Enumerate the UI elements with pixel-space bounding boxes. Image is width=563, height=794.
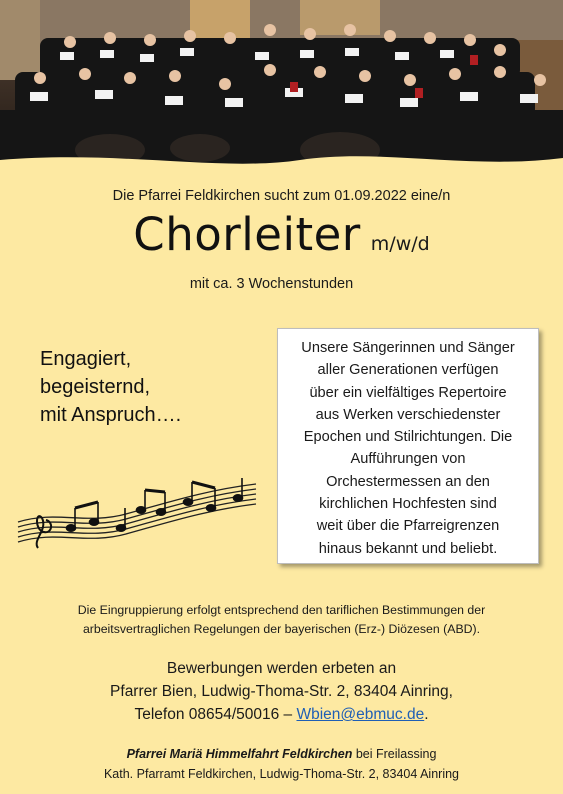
- description-line: Epochen und Stilrichtungen. Die: [303, 429, 513, 446]
- apply-line: Bewerbungen werden erbeten an: [166, 660, 397, 677]
- description-line: über ein vielfältiges Repertoire: [309, 384, 507, 401]
- slogan-line: begeisternd,: [40, 376, 151, 398]
- email-suffix: .: [424, 706, 429, 723]
- job-title-main: Chorleiter: [133, 208, 361, 261]
- phone-text: Telefon 08654/50016 –: [134, 706, 297, 723]
- footer-address: Kath. Pfarramt Feldkirchen, Ludwig-Thoma-Str. 2, 83404 Ainring: [103, 767, 460, 781]
- parish-name: Pfarrei Mariä Himmelfahrt Feldkirchen: [126, 747, 353, 761]
- email-link[interactable]: Wbien@ebmuc.de: [296, 706, 425, 723]
- choir-photo: [0, 0, 563, 170]
- description-line: Unsere Sängerinnen und Sänger: [301, 340, 515, 356]
- footer-parish: [0, 744, 563, 764]
- parish-suffix: bei Freilassing: [352, 747, 437, 761]
- description-line: aus Werken verschiedenster: [315, 406, 501, 423]
- job-title-suffix: m/w/d: [370, 233, 430, 255]
- hours-line: mit ca. 3 Wochenstunden: [189, 276, 354, 292]
- legal-line: arbeitsvertraglichen Regelungen der bayerischen (Erz-) Diözesen (ABD).: [82, 622, 481, 636]
- choir-description-box: [277, 328, 539, 564]
- description-line: aller Generationen verfügen: [317, 362, 499, 379]
- description-line: kirchlichen Hochfesten sind: [319, 496, 497, 513]
- apply-contact: [0, 703, 563, 726]
- slogan-line: Engagiert,: [40, 348, 132, 370]
- legal-line: Die Eingruppierung erfolgt entsprechend den tariflichen Bestimmungen der: [77, 603, 486, 617]
- legal-notice: [0, 601, 563, 639]
- music-notes-icon: [16, 470, 261, 555]
- choir-photo-illustration: [0, 0, 563, 170]
- description-line: weit über die Pfarreigrenzen: [316, 518, 500, 535]
- application-info: [0, 657, 563, 726]
- description-line: hinaus bekannt und beliebt.: [318, 540, 498, 557]
- job-title: [0, 208, 563, 261]
- slogan-line: mit Anspruch….: [40, 404, 182, 426]
- description-line: Orchestermessen an den: [326, 473, 490, 490]
- slogan: [40, 345, 181, 429]
- intro-line: Die Pfarrei Feldkirchen sucht zum 01.09.2022 eine/n: [112, 188, 451, 204]
- apply-address: Pfarrer Bien, Ludwig-Thoma-Str. 2, 83404 Ainring,: [110, 683, 453, 700]
- footer: [0, 744, 563, 784]
- description-line: Aufführungen von: [350, 451, 466, 468]
